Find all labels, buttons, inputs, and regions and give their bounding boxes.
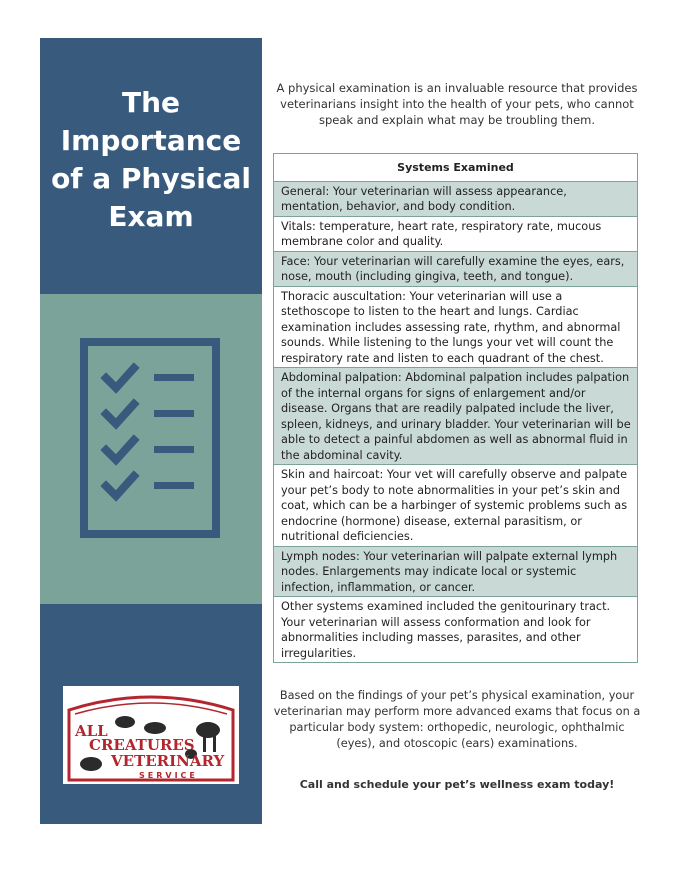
all-creatures-veterinary-service-logo [63, 686, 239, 784]
outro-paragraph: Based on the findings of your pet’s physical examination, your veterinarian may perform more advanced exams that focus on a particular body system: orthopedic, neurologic, ophthalmic (eyes), and otoscopic (ears) examinations. [273, 689, 641, 750]
table-row-lymph-nodes: Lymph nodes: Your veterinarian will palpate external lymph nodes. Enlargements may indicate local or systemic infection, inflammation, or cancer. [274, 546, 638, 597]
logo-text-all: ALL [75, 722, 108, 740]
systems-examined-table [273, 153, 638, 663]
table-row-vitals: Vitals: temperature, heart rate, respiratory rate, mucous membrane color and quality. [274, 216, 638, 251]
checklist-icon [80, 338, 220, 538]
table-row-general: General: Your veterinarian will assess appearance, mentation, behavior, and body condition. [274, 181, 638, 216]
table-header: Systems Examined [274, 154, 638, 182]
table-row-abdominal-palpation: Abdominal palpation: Abdominal palpation includes palpation of the internal organs for signs of enlargement and/or disease. Organs that are readily palpated include the liver, spleen, kidneys, and urinary bladder. Your veterinarian will be able to detect a painful abdomen as well as abnormal fluid in the abdominal cavity. [274, 368, 638, 465]
table-row-skin-and-haircoat: Skin and haircoat: Your vet will carefully observe and palpate your pet’s body to note abnormalities in your pet’s skin and coat, which can be a harbinger of systemic problems such as endocrine (hormone) disease, external parasitism, or nutritional deficiencies. [274, 465, 638, 547]
title-line: The [121, 86, 181, 119]
table-row-other-systems: Other systems examined included the genitourinary tract. Your veterinarian will assess conformation and look for abnormalities including masses, parasites, and other irregularities. [274, 597, 638, 663]
logo-text-service: SERVICE [139, 771, 198, 780]
title-line: Importance [60, 124, 242, 157]
intro-paragraph: A physical examination is an invaluable resource that provides veterinarians insight into the health of your pets, who cannot speak and explain what may be troubling them. [276, 81, 638, 127]
title-line: Exam [108, 200, 194, 233]
page-title [40, 84, 262, 236]
table-row-thoracic-auscultation: Thoracic auscultation: Your veterinarian will use a stethoscope to listen to the heart and lungs. Cardiac examination includes assessing rate, rhythm, and abnormal sounds. While listening to the lungs your vet will count the respiratory rate and listen to each quadrant of the chest. [274, 286, 638, 368]
logo-text-creatures: CREATURES [89, 736, 195, 754]
call-to-action: Call and schedule your pet’s wellness exam today! [299, 778, 615, 791]
logo-text-veterinary: VETERINARY [111, 752, 225, 770]
table-row-face: Face: Your veterinarian will carefully examine the eyes, ears, nose, mouth (including gingiva, teeth, and tongue). [274, 251, 638, 286]
title-line: of a Physical [51, 162, 251, 195]
